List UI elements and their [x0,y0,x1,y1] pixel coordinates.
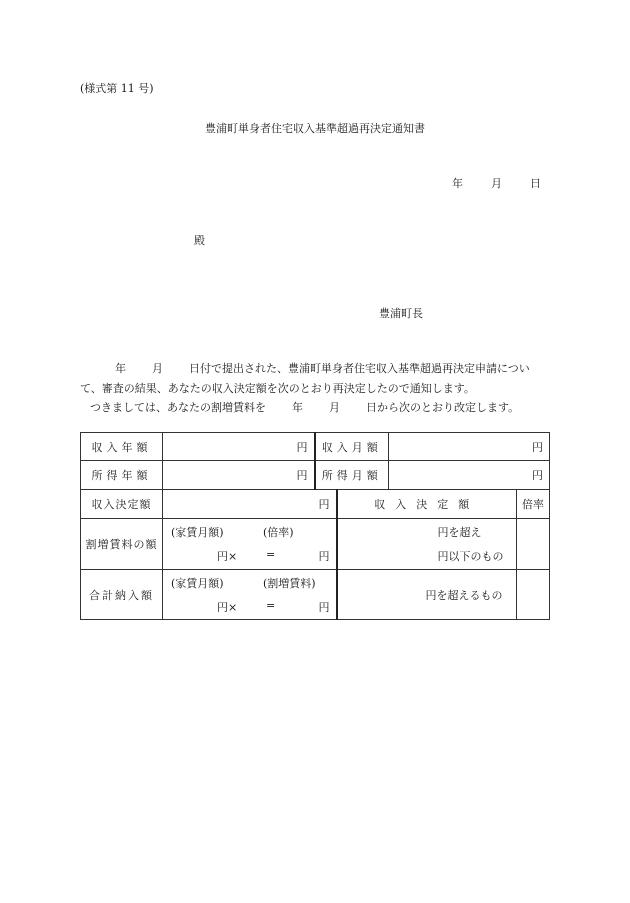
body-line-3-text-b: 日から次のとおり改定します。 [366,401,520,414]
equals-sign: = [266,548,276,561]
total-yen: 円 [318,601,330,614]
income-determination-header: 収入決定額 [337,490,517,519]
under-yen-label: 円以下のもの [437,550,504,563]
date-year-label: 年 [452,177,463,190]
date-day-label: 日 [530,177,541,190]
total-multiplier-cell [517,570,550,620]
total-equals-sign: = [266,599,276,612]
body-year-label: 年 [115,362,126,375]
table-row [81,519,550,570]
annual-income-yen: 円 [163,433,315,461]
table-row [81,461,550,490]
issue-date [452,175,541,191]
annual-income-label: 収入年額 [81,433,163,461]
rate-label: (倍率) [263,526,294,539]
rent-monthly-label: (家賃月額) [171,526,224,539]
table-row [81,570,550,620]
surcharge-calc-cell [163,519,337,570]
income-determination-label: 収入決定額 [81,490,163,519]
monthly-income-yen: 円 [389,433,550,461]
body-line-3-text-a: つきましては、あなたの割増賃料を [90,401,266,414]
surcharge-paren-label: (割増賃料) [263,577,316,590]
annual-earnings-label: 所得年額 [81,461,163,490]
body-line-3 [90,399,519,415]
total-rent-monthly-label: (家賃月額) [171,577,224,590]
body-line-3-month: 月 [329,401,340,414]
body-month-label: 月 [152,362,163,375]
table-row [81,433,550,461]
monthly-earnings-label: 所得月額 [315,461,389,490]
body-line-2: て、審査の結果、あなたの収入決定額を次のとおり再決定したので通知します。 [80,382,475,395]
surcharge-multiplier-cell [517,519,550,570]
total-payment-label: 合計納入額 [81,570,163,620]
document-title: 豊浦町単身者住宅収入基準超過再決定通知書 [205,122,425,135]
annual-earnings-yen: 円 [163,461,315,490]
income-table [80,432,550,620]
yen-times-label: 円× [217,550,238,563]
addressee-honorific: 殿 [194,234,205,247]
total-yen-times-label: 円× [217,601,238,614]
sender-name: 豊浦町長 [379,307,423,320]
over-yen-label: 円を超え [437,526,482,539]
body-line-1 [115,360,530,376]
body-line-1-text: 日付で提出された、豊浦町単身者住宅収入基準超過再決定申請につい [189,362,530,375]
income-determination-yen: 円 [163,490,337,519]
total-calc-cell [163,570,337,620]
form-number: (様式第 11 号) [80,82,154,95]
total-range-cell [337,570,517,620]
date-month-label: 月 [491,177,502,190]
surcharge-range-cell [337,519,517,570]
table-row [81,490,550,519]
monthly-earnings-yen: 円 [389,461,550,490]
surcharge-yen: 円 [318,550,330,563]
surcharge-label: 割増賃料の額 [81,519,163,570]
monthly-income-label: 収入月額 [315,433,389,461]
body-line-3-year: 年 [292,401,303,414]
multiplier-header: 倍率 [517,490,550,519]
over-yen-only-label: 円を超えるもの [425,589,503,602]
